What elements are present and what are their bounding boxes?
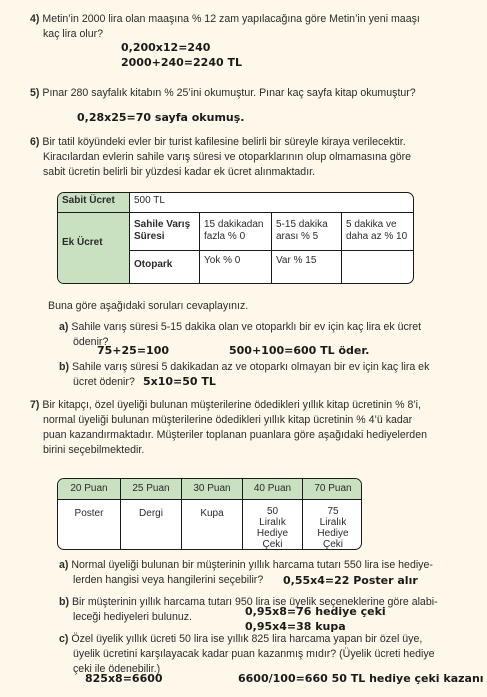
q4-answer-2: 2000+240=2240 TL bbox=[121, 56, 242, 69]
points-30: 30 Puan bbox=[181, 479, 242, 499]
q7c-text-1: Özel üyelik yıllık ücreti 50 lira ise yıllık 825 lira harcama yapan bir özel üye, bbox=[71, 633, 423, 645]
fee-table bbox=[57, 192, 414, 284]
points-table bbox=[57, 478, 362, 550]
q5-text-1: Pınar 280 sayfalık kitabın % 25’ini okumuştur. Pınar kaç sayfa kitap okumuştur? bbox=[42, 87, 416, 99]
q4-answer-1: 0,200x12=240 bbox=[121, 41, 211, 54]
q7c-line2: üyelik ücretini karşılayacak kadar puan kazanmış mıdır? (Üyelik ücreti hediye bbox=[73, 648, 435, 660]
q7-line2: normal üyeliği bulunan müşterilerine ödedikleri yıllık kitap ücretinin % 4’ü kadar bbox=[43, 414, 413, 426]
q7c-line3: çeki ile ödenebilir.) bbox=[73, 663, 161, 675]
q7a-answer-1: 0,55x4=22 Poster alır bbox=[283, 574, 418, 587]
fixed-fee-label: Sabit Ücret bbox=[58, 193, 129, 212]
q6-line2: Kiracılardan evlerin sahile varış süresi ve otoparklarının olup olmamasına göre bbox=[43, 151, 412, 163]
q7a-text-1: Normal üyeliği bulunan bir müşterinin yıllık harcama tutarı 550 lira ise hediye- bbox=[71, 559, 433, 571]
q6b-line1 bbox=[59, 360, 429, 374]
q6b-line2: ücret ödenir? bbox=[73, 376, 135, 388]
q5-number: 5) bbox=[30, 87, 40, 99]
q6b-label: b) bbox=[59, 361, 69, 373]
fixed-fee-value: 500 TL bbox=[129, 193, 414, 212]
q7b-text-1: Bir müşterinin yıllık harcama tutarı 950 lira ise üyelik seçeneklerine göre alabi- bbox=[71, 596, 438, 608]
q6a-label: a) bbox=[59, 321, 69, 333]
arrival-time-label: Sahile Varış Süresi bbox=[129, 212, 199, 250]
q7c-answer-2: 6600/100=660 50 TL hediye çeki kazanı bbox=[238, 672, 484, 685]
parking-empty bbox=[341, 250, 414, 284]
gift-voucher-50: 50 Liralık Hediye Çeki bbox=[242, 499, 302, 549]
q7a-line2: lerden hangisi veya hangilerini seçebilir? bbox=[73, 574, 264, 586]
q7b-answer-1: 0,95x8=76 hediye çeki bbox=[245, 605, 386, 618]
q7-line1 bbox=[30, 398, 421, 412]
points-40: 40 Puan bbox=[242, 479, 302, 499]
q7a-line1 bbox=[59, 558, 433, 572]
points-70: 70 Puan bbox=[302, 479, 362, 499]
q7b-answer-2: 0,95x4=38 kupa bbox=[245, 620, 346, 633]
q6a-text-1: Sahile varış süresi 5-15 dakika olan ve otoparklı bir ev için kaç lira ek ücret bbox=[71, 321, 422, 333]
arrival-over-15: 15 dakikadan fazla % 0 bbox=[199, 212, 271, 250]
q6-number: 6) bbox=[30, 136, 40, 148]
q5-answer-1: 0,28x25=70 sayfa okumuş. bbox=[77, 111, 245, 124]
q7c-label: c) bbox=[59, 633, 69, 645]
q7c-line1 bbox=[59, 632, 422, 646]
points-25: 25 Puan bbox=[120, 479, 181, 499]
q6-text-1: Bir tatil köyündeki evler bir turist kafilesine belirli bir süreyle kiraya verilecektir. bbox=[42, 136, 406, 148]
q6a-line2: ödenir? bbox=[73, 336, 109, 348]
q4-text-1: Metin’in 2000 lira olan maaşına % 12 zam yapılacağına göre Metin’in yeni maaşı bbox=[42, 13, 420, 25]
q7a-label: a) bbox=[59, 559, 69, 571]
gift-voucher-75: 75 Liralık Hediye Çeki bbox=[302, 499, 362, 549]
arrival-under-5: 5 dakika ve daha az % 10 bbox=[341, 212, 414, 250]
q4-line2: kaç lira olur? bbox=[43, 28, 104, 40]
q5-line1 bbox=[30, 86, 416, 100]
gift-mug: Kupa bbox=[181, 499, 242, 549]
q6-line3: sabit ücretin belirli bir yüzdesi kadar ek ücret alınmaktadır. bbox=[43, 166, 316, 178]
parking-none: Yok % 0 bbox=[199, 250, 271, 284]
q4-line1 bbox=[30, 12, 420, 26]
q7b-line2: leceği hediyeleri bulunuz. bbox=[73, 611, 192, 623]
q7-line3: puan kazandırmaktadır. Müşteriler toplanan puanlara göre aşağıdaki hediyelerden bbox=[43, 429, 427, 441]
q6b-answer-1: 5x10=50 TL bbox=[143, 375, 216, 388]
q7b-label: b) bbox=[59, 596, 69, 608]
q7-text-1: Bir kitapçı, özel üyeliği bulunan müşterilerine ödedikleri yıllık kitap ücretinin % 8’i, bbox=[42, 399, 421, 411]
q6a-answer-1: 75+25=100 bbox=[97, 344, 170, 357]
q6b-text-1: Sahile varış süresi 5 dakikadan az ve otoparkı olmayan bir ev için kaç lira ek bbox=[71, 361, 430, 373]
q6a-answer-2: 500+100=600 TL öder. bbox=[229, 344, 370, 357]
q7-line4: birini seçebilmektedir. bbox=[43, 444, 145, 456]
arrival-5-15: 5-15 dakika arası % 5 bbox=[271, 212, 341, 250]
q6-prompt: Buna göre aşağıdaki soruları cevaplayınız. bbox=[48, 300, 249, 312]
parking-yes: Var % 15 bbox=[271, 250, 341, 284]
q7-number: 7) bbox=[30, 399, 40, 411]
gift-magazine: Dergi bbox=[120, 499, 181, 549]
gift-poster: Poster bbox=[58, 499, 120, 549]
q6-line1 bbox=[30, 135, 406, 149]
q7c-answer-1: 825x8=6600 bbox=[85, 672, 163, 685]
parking-label: Otopark bbox=[129, 250, 199, 284]
extra-fee-label: Ek Ücret bbox=[58, 212, 129, 284]
q6a-line1 bbox=[59, 320, 421, 334]
q4-number: 4) bbox=[30, 13, 40, 25]
points-20: 20 Puan bbox=[58, 479, 120, 499]
